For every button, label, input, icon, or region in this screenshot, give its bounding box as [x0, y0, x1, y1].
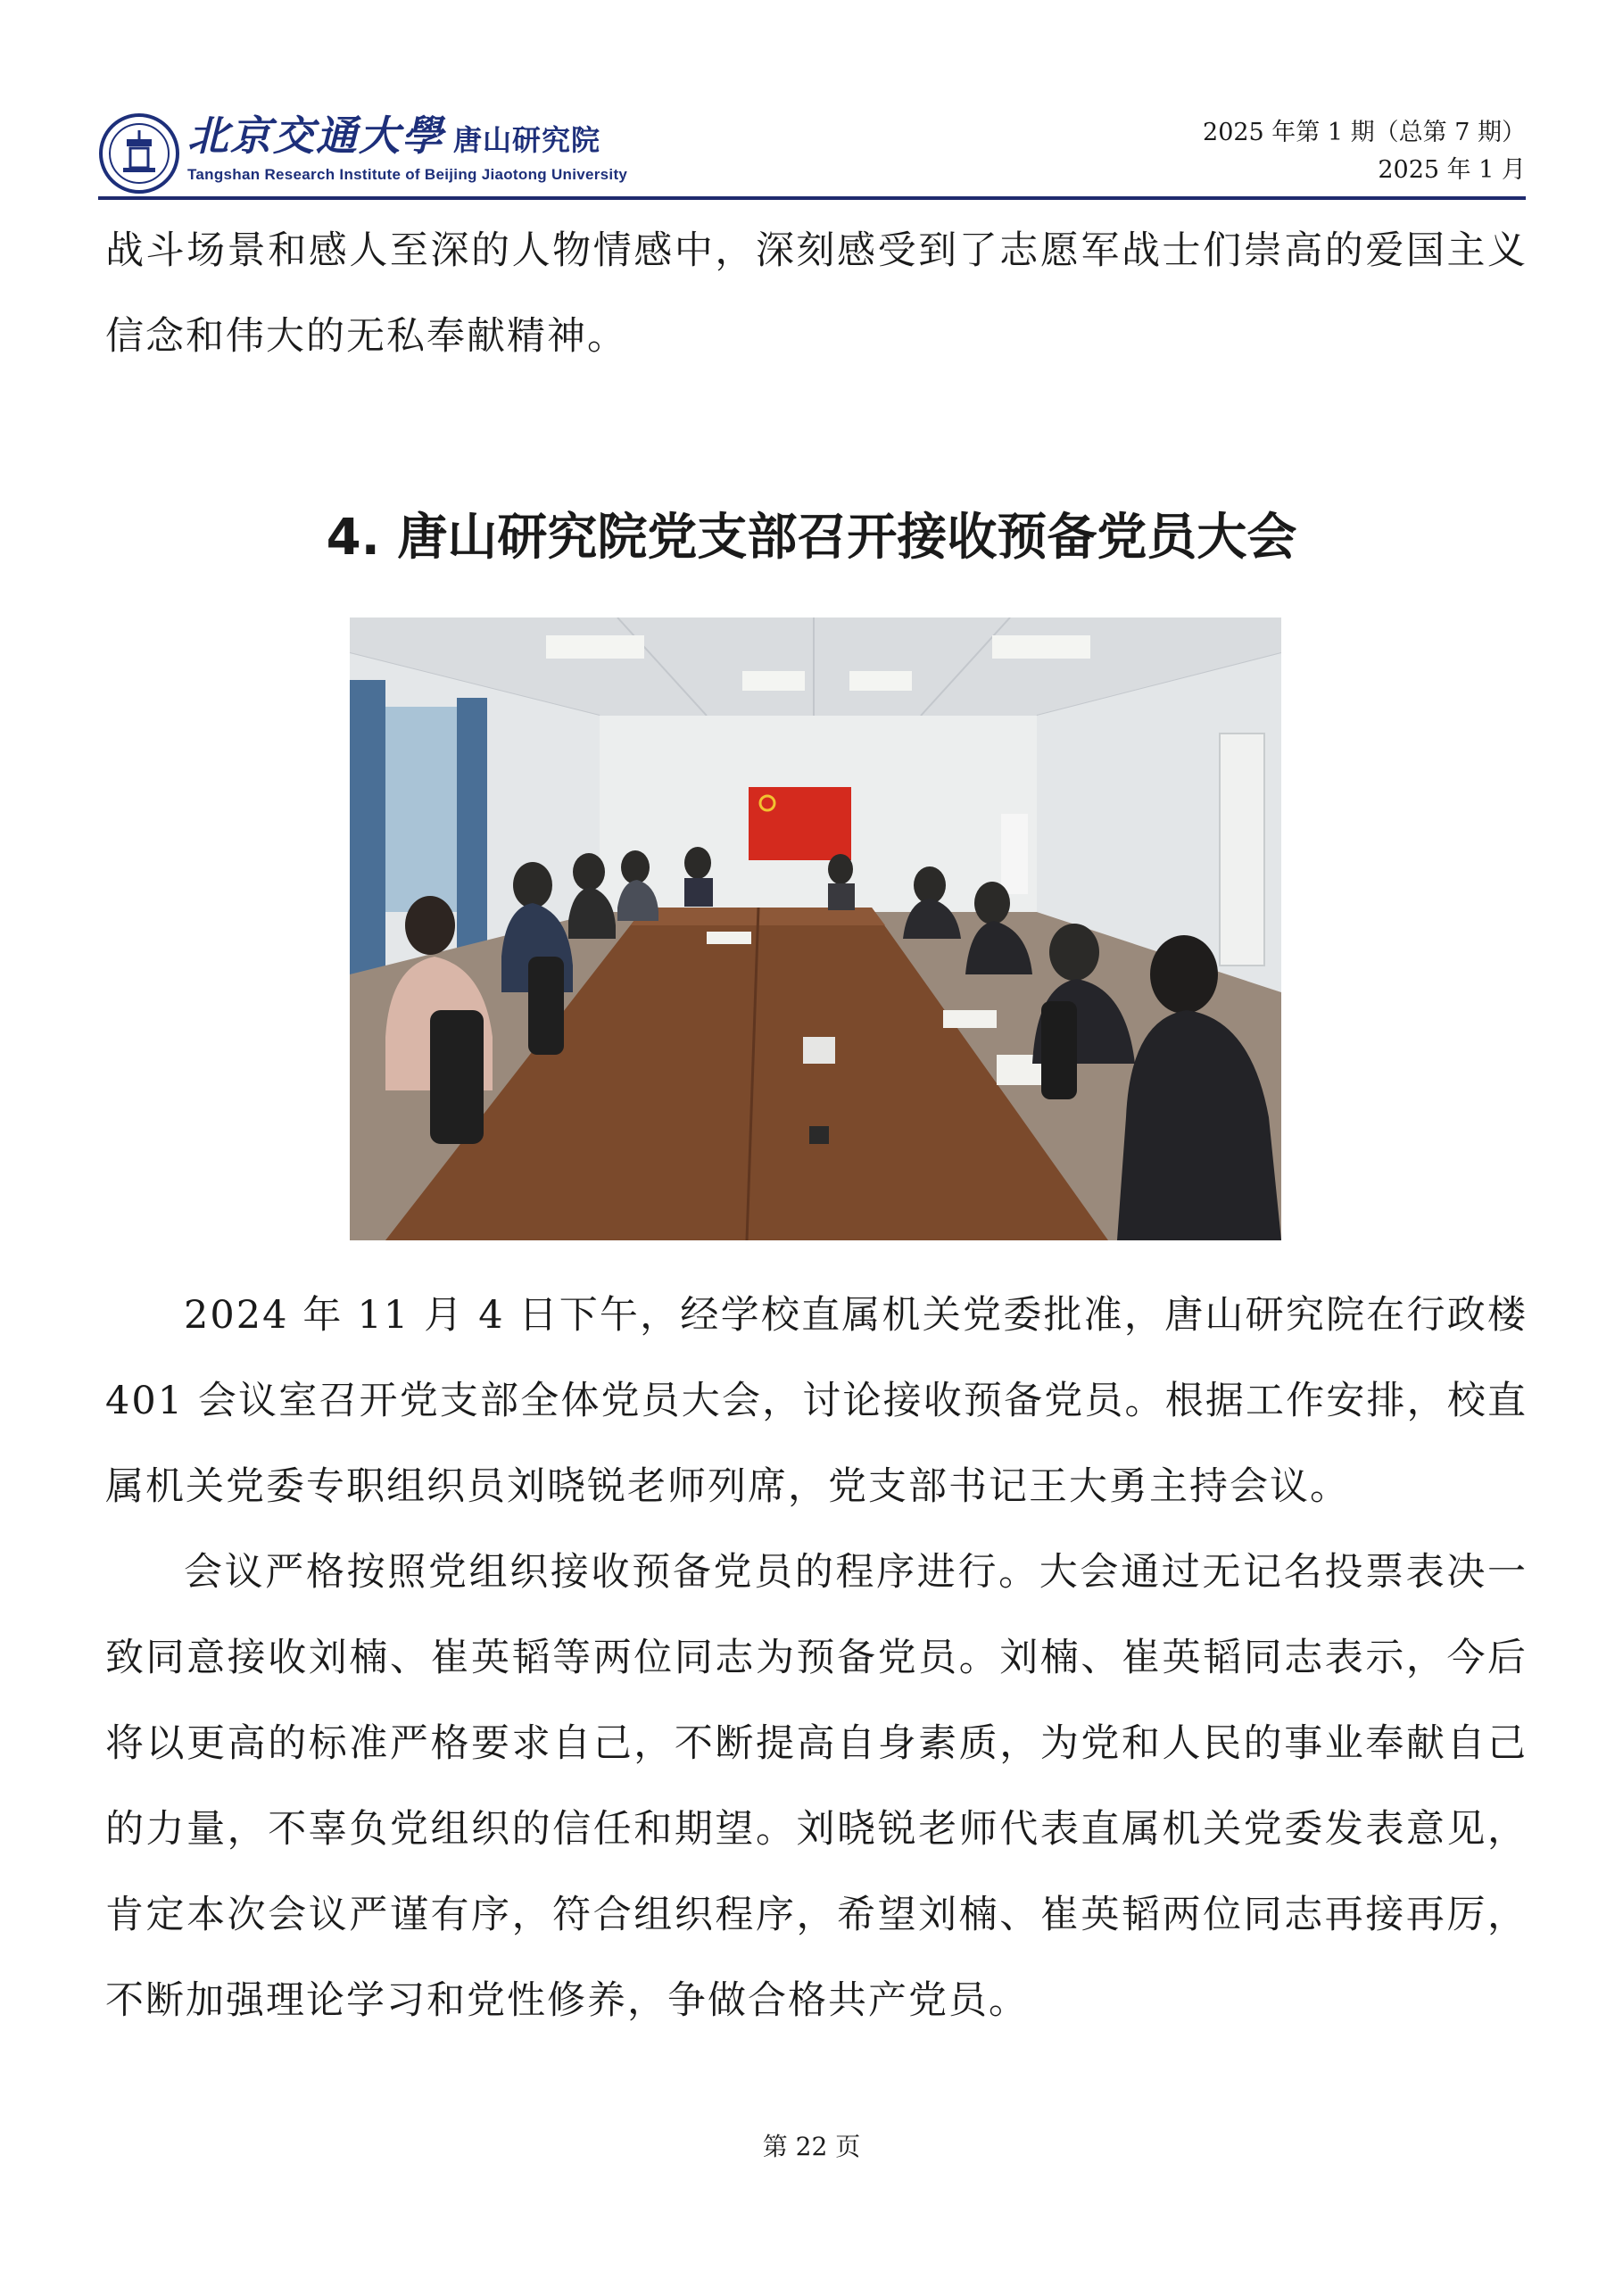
body-paragraph: 会议严格按照党组织接收预备党员的程序进行。大会通过无记名投票表决一致同意接收刘楠、崔英韬等两位同志为预备党员。刘楠、崔英韬同志表示，今后将以更高的标准严格要求自己，不断提高自身素质，为党和人民的事业奉献自己的力量，不辜负党组织的信任和期望。刘晓锐老师代表直属机关党委发表意见，肯定本次会议严谨有序，符合组织程序，希望刘楠、崔英韬两位同志再接再厉，不断加强理论学习和党性修养，争做合格共产党员。 — [105, 1550, 1528, 2023]
section-title: 4. 唐山研究院党支部召开接收预备党员大会 — [326, 509, 1297, 567]
body-paragraph: 2024 年 11 月 4 日下午，经学校直属机关党委批准，唐山研究院在行政楼 401 会议室召开党支部全体党员大会，讨论接收预备党员。根据工作安排，校直属机关党委专职组织员刘晓锐老师列席，党支部书记王大勇主持会议。 — [105, 1293, 1528, 1509]
university-name: 北京交通大學 — [187, 112, 444, 160]
brand-block — [187, 111, 627, 185]
meeting-photo — [350, 618, 1281, 1240]
brand-chinese — [187, 111, 627, 165]
page-header — [98, 105, 1526, 205]
continuation-paragraph: 战斗场景和感人至深的人物情感中，深刻感受到了志愿军战士们崇高的爱国主义信念和伟大的无私奉献精神。 — [105, 228, 1528, 359]
institute-english-name: Tangshan Research Institute of Beijing Jiaotong University — [187, 166, 628, 183]
issue-number: 2025 年第 1 期（总第 7 期） — [1203, 119, 1526, 146]
issue-date: 2025 年 1 月 — [1378, 156, 1526, 184]
university-seal-icon — [98, 112, 180, 195]
header-divider — [98, 196, 1526, 200]
institute-name: 唐山研究院 — [453, 123, 601, 157]
issue-info — [1203, 114, 1526, 189]
page-number: 第 22 页 — [762, 2132, 861, 2161]
